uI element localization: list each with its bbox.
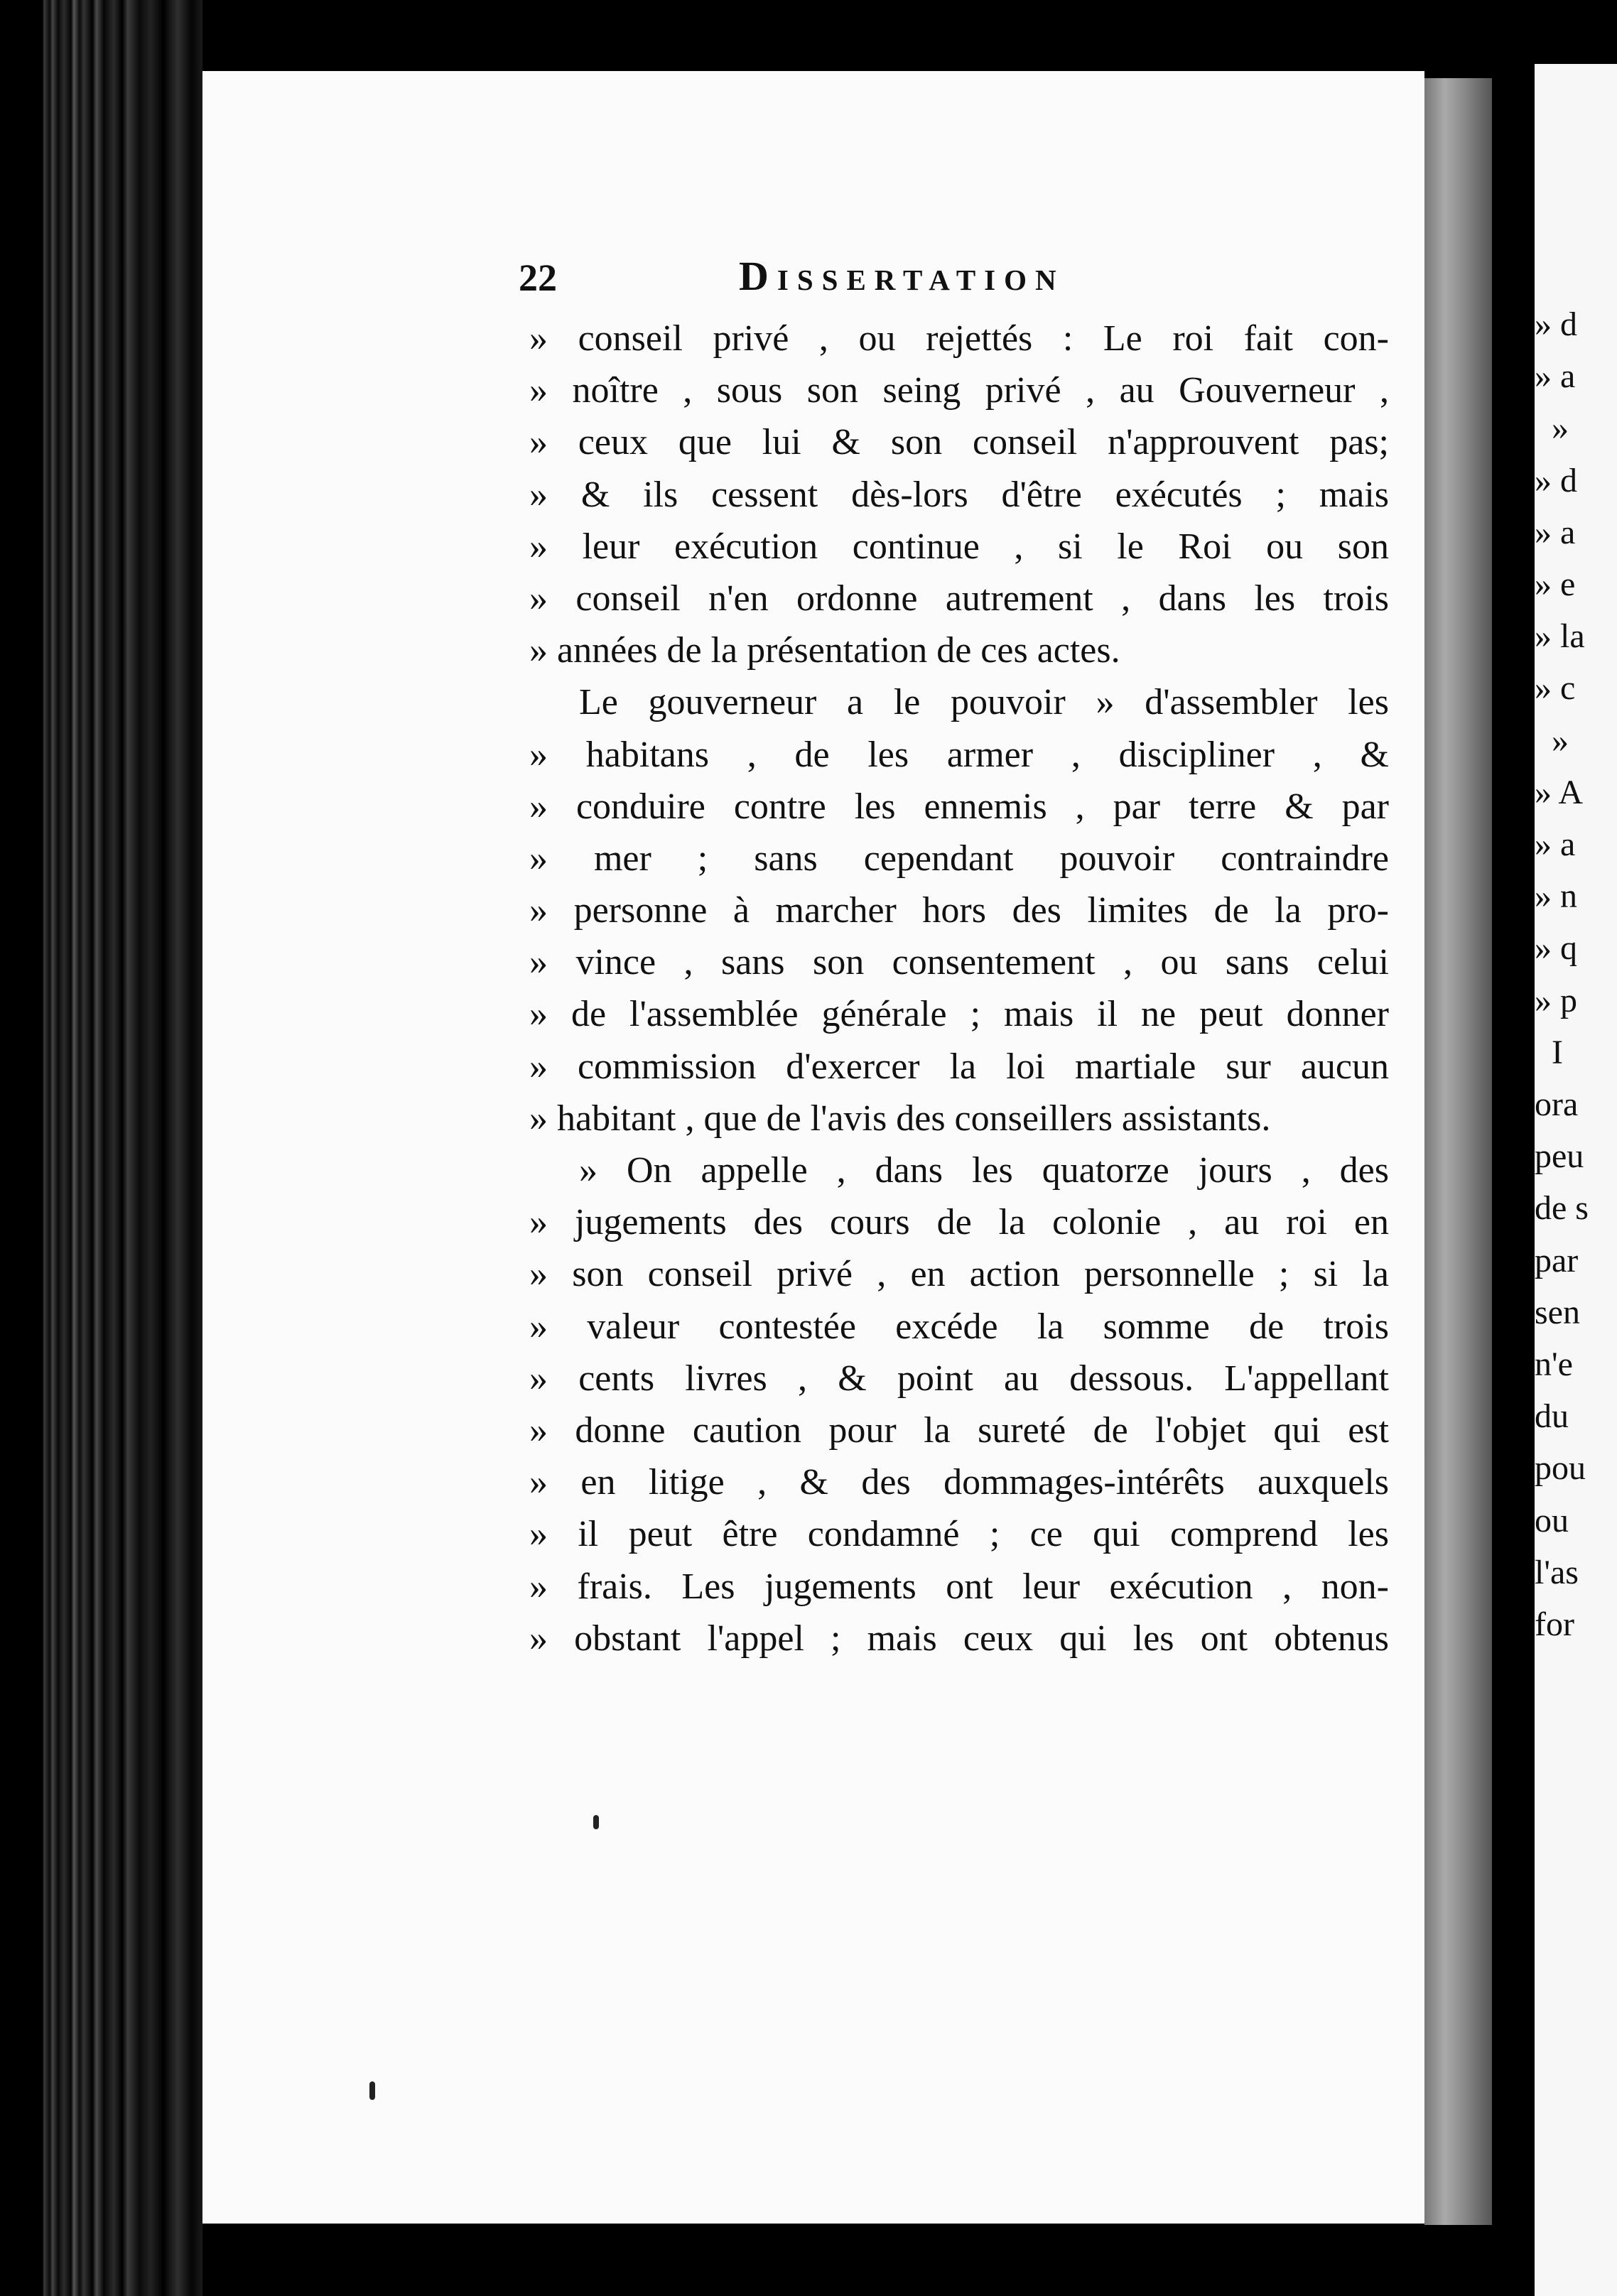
text-line: Le gouverneur a le pouvoir » d'assembler les	[579, 682, 1389, 723]
text-line: » en litige , & des dommages-intérêts auxquels	[529, 1462, 1389, 1503]
running-head: Dissertation	[739, 253, 1065, 299]
text-line: » vince , sans son consentement , ou sans celui	[529, 942, 1389, 983]
text-line: » donne caution pour la sureté de l'objet qui est	[529, 1409, 1389, 1451]
text-line: » jugements des cours de la colonie , au roi en	[529, 1202, 1389, 1243]
text-line: » de l'assemblée générale ; mais il ne peut donner	[529, 994, 1389, 1035]
book-binding	[0, 0, 202, 2296]
text-line: » ceux que lui & son conseil n'approuvent pas;	[529, 422, 1389, 463]
text-line: » On appelle , dans les quatorze jours , des	[579, 1150, 1389, 1191]
page-number: 22	[519, 256, 557, 299]
page-edge	[1424, 78, 1492, 2225]
text-line: » frais. Les jugements ont leur exécution , non-	[529, 1566, 1389, 1607]
text-line: » mer ; sans cependant pouvoir contraindre	[529, 838, 1389, 879]
text-line: » conseil privé , ou rejettés : Le roi fait con-	[529, 318, 1389, 359]
text-line: » habitant , que de l'avis des conseillers assistants.	[529, 1098, 1271, 1139]
text-line: » noître , sous son seing privé , au Gouverneur ,	[529, 370, 1389, 411]
ink-spot	[369, 2081, 375, 2100]
text-line: » personne à marcher hors des limites de la pro-	[529, 890, 1389, 931]
text-line: » obstant l'appel ; mais ceux qui les ont obtenus	[529, 1618, 1389, 1659]
text-line: » conseil n'en ordonne autrement , dans les trois	[529, 578, 1389, 619]
text-line: » conduire contre les ennemis , par terre & par	[529, 786, 1389, 827]
text-line: » leur exécution continue , si le Roi ou son	[529, 526, 1389, 567]
text-line: » années de la présentation de ces actes.	[529, 630, 1120, 671]
text-line: » habitans , de les armer , discipliner , &	[529, 734, 1389, 775]
ink-spot	[593, 1815, 599, 1829]
body-text	[529, 313, 1389, 1664]
text-line: » il peut être condamné ; ce qui comprend les	[529, 1514, 1389, 1555]
facing-page-text: » d » a » » d » a » e » la » c » » A » a » n » q » p I ora peu de s par sen n'e du pou ou l'as for	[1535, 305, 1589, 1644]
text-line: » valeur contestée excéde la somme de trois	[529, 1306, 1389, 1347]
text-line: » son conseil privé , en action personnelle ; si la	[529, 1254, 1389, 1295]
text-line: » commission d'exercer la loi martiale sur aucun	[529, 1046, 1389, 1087]
text-line: » & ils cessent dès-lors d'être exécutés ; mais	[529, 474, 1389, 515]
text-line: » cents livres , & point au dessous. L'appellant	[529, 1358, 1389, 1399]
